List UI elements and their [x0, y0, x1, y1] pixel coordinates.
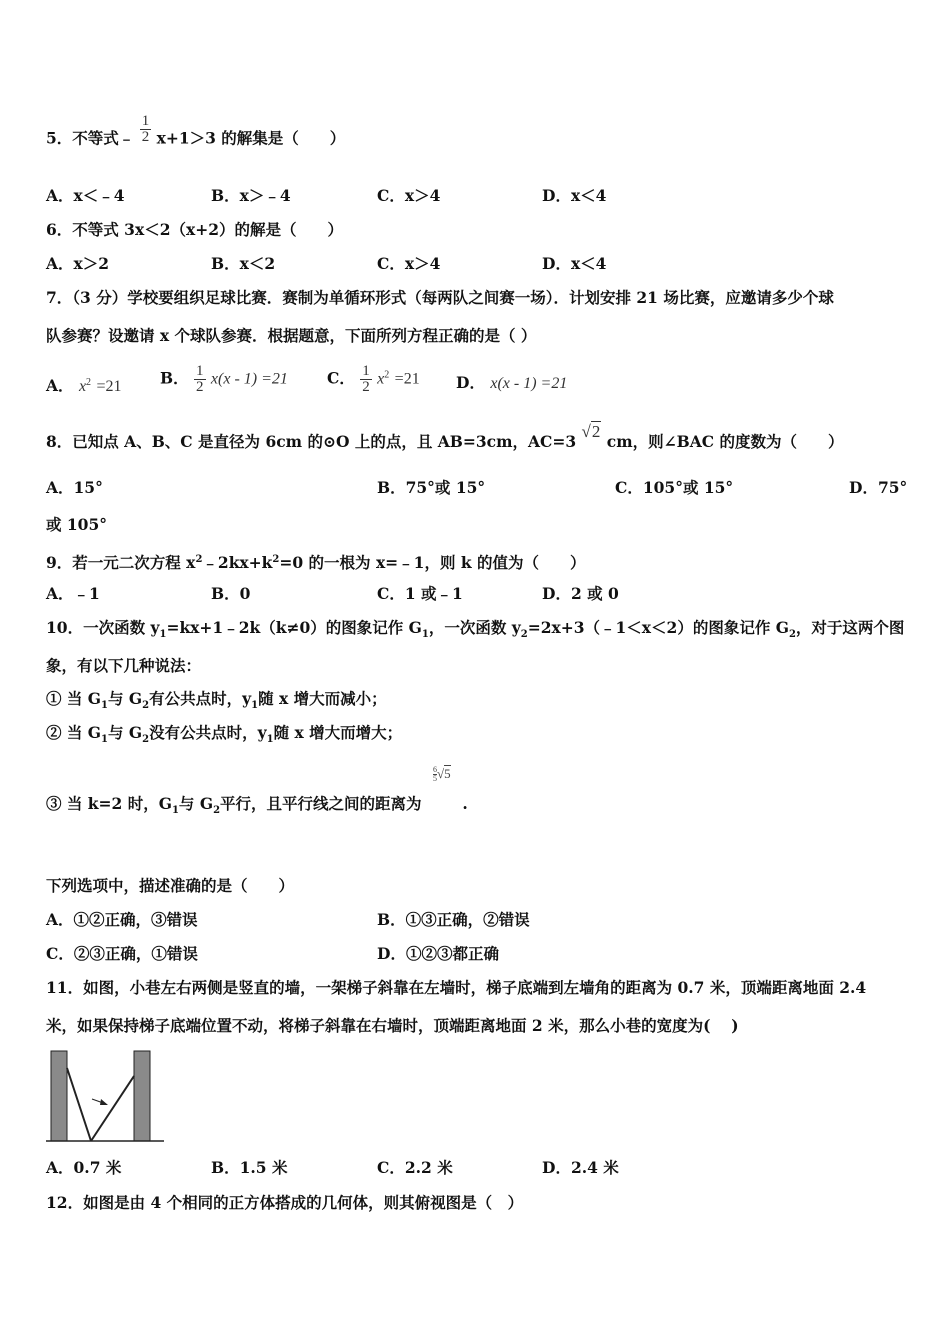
q10-statement-3	[46, 794, 468, 821]
q7-option-a-var: x	[78, 378, 87, 396]
q9-stem	[46, 550, 586, 573]
q10-stem-line2: 象，有以下几种说法：	[46, 656, 202, 675]
q10-s2-s1: 1	[101, 734, 108, 746]
q7-option-b-den: 2	[196, 379, 204, 395]
q8-suffix: cm，则∠BAC 的度数为（ ）	[606, 432, 844, 451]
q10-option-b: B．①③正确，②错误	[377, 910, 530, 929]
q5-option-a: A．x＜﹣4	[46, 186, 125, 205]
q8-option-a: A．15°	[46, 478, 103, 497]
q11-stem-line1: 11．如图，小巷左右两侧是竖直的墙，一架梯子斜靠在左墙时，梯子底端到左墙角的距离为 0.7 米，顶端距离地面 2.4	[46, 978, 867, 997]
q8-radicand: 2	[591, 422, 601, 441]
q7-option-a-rest: =21	[96, 378, 122, 396]
q11-alley-figure	[44, 1048, 168, 1144]
q7-option-b-num: 1	[196, 363, 204, 379]
q5-fraction	[140, 114, 152, 145]
q9-option-a: A．﹣1	[46, 584, 100, 603]
q5-suffix: x+1＞3 的解集是（ ）	[156, 128, 346, 148]
q12-stem: 12．如图是由 4 个相同的正方体搭成的几何体，则其俯视图是（ ）	[46, 1193, 524, 1212]
q7-option-c-fraction	[360, 364, 372, 395]
q10-distance-radicand: 5	[444, 766, 451, 781]
q10-s1-a: ① 当 G	[46, 689, 102, 708]
q10-l1-b: =kx+1﹣2k（k≠0）的图象记作 G	[166, 618, 422, 637]
q10-stem-line1	[46, 618, 904, 645]
ladder-left	[67, 1068, 91, 1141]
q7-option-c-num: 1	[362, 363, 370, 379]
q7-option-b-rest: x(x - 1) =21	[210, 370, 288, 388]
q9-option-c: C．1 或﹣1	[377, 584, 463, 603]
q5-stem	[46, 113, 346, 155]
q10-s1-c: 有公共点时，y	[149, 689, 252, 708]
q10-l1-s1: 1	[159, 629, 167, 641]
q7-stem-line2: 队参赛？设邀请 x 个球队参赛．根据题意，下面所列方程正确的是（ ）	[46, 326, 537, 345]
q11-option-a: A．0.7 米	[46, 1158, 122, 1177]
q5-option-c: C．x＞4	[377, 186, 441, 205]
ladder-right	[91, 1076, 134, 1141]
q10-s2-a: ② 当 G	[46, 723, 102, 742]
q11-option-b: B．1.5 米	[211, 1158, 288, 1177]
q10-s3-b: 与 G	[178, 794, 214, 813]
q9-exp1: 2	[195, 554, 203, 565]
q7-option-d	[456, 373, 567, 394]
q10-l1-s3: 2	[520, 629, 528, 641]
q10-s1-s3: 1	[251, 700, 259, 712]
q7-option-c-label: C．	[327, 368, 355, 388]
q7-option-b	[160, 364, 288, 395]
q7-option-a-label: A．	[46, 376, 74, 396]
q9-exp2: 2	[272, 554, 280, 565]
q7-option-b-fraction	[194, 364, 206, 395]
q9-mid: ﹣2kx+k	[202, 553, 273, 573]
q6-option-c: C．x＞4	[377, 254, 441, 273]
q10-s2-s2: 2	[142, 734, 150, 746]
q10-s3-s2: 2	[213, 805, 221, 817]
right-wall	[134, 1051, 150, 1141]
q8-option-c: C．105°或 15°	[615, 478, 734, 497]
q7-option-c-var: x	[377, 370, 385, 388]
q9-prefix: 9．若一元二次方程 x	[46, 553, 196, 573]
q10-prompt: 下列选项中，描述准确的是（ ）	[46, 876, 295, 895]
q10-l1-a: 10．一次函数 y	[46, 618, 160, 637]
q7-option-c-rest: =21	[394, 370, 420, 388]
q10-l1-c: ，一次函数 y	[428, 618, 521, 637]
q8-option-b: B．75°或 15°	[377, 478, 486, 497]
q10-s1-b: 与 G	[108, 689, 143, 708]
q11-option-c: C．2.2 米	[377, 1158, 453, 1177]
q10-s3-s1: 1	[171, 805, 179, 817]
q7-option-b-label: B．	[160, 368, 189, 388]
q10-option-d: D．①②③都正确	[377, 944, 499, 963]
q10-s1-s1: 1	[101, 700, 108, 712]
q9-option-d: D．2 或 0	[542, 584, 619, 603]
q9-option-b: B．0	[211, 584, 251, 603]
q7-option-c	[327, 364, 420, 395]
q10-option-c: C．②③正确，①错误	[46, 944, 198, 963]
q10-distance-num: 6	[433, 764, 437, 774]
q7-option-d-label: D．	[456, 373, 485, 392]
q11-stem-line2: 米，如果保持梯子底端位置不动，将梯子斜靠在右墙时，顶端距离地面 2 米，那么小巷的宽度为( )	[46, 1016, 739, 1035]
q10-statement-2	[46, 723, 402, 750]
q6-option-b: B．x＜2	[211, 254, 276, 273]
q8-option-d: D．75°	[849, 478, 908, 497]
q10-distance-den: 5	[433, 773, 437, 783]
q8-radical: √2	[581, 422, 601, 441]
left-wall	[51, 1051, 67, 1141]
q5-option-d: D．x＜4	[542, 186, 607, 205]
q10-s3-c: 平行，且平行线之间的距离为	[220, 794, 422, 813]
q10-distance-sqrt: √5	[437, 766, 451, 781]
q5-prefix: 5．不等式﹣	[46, 128, 135, 148]
q10-s2-s3: 1	[266, 734, 274, 746]
q10-l1-s2: 1	[421, 629, 429, 641]
q9-suffix: =0 的一根为 x=﹣1，则 k 的值为（ ）	[279, 553, 586, 573]
q7-option-a	[46, 373, 121, 397]
q6-option-a: A．x＞2	[46, 254, 110, 273]
q5-frac-num: 1	[141, 113, 150, 129]
q10-s1-s2: 2	[142, 700, 150, 712]
q11-option-d: D．2.4 米	[542, 1158, 619, 1177]
q7-option-c-exp: 2	[384, 369, 390, 381]
q7-option-c-den: 2	[362, 379, 370, 395]
q8-stem	[46, 422, 844, 452]
q10-l1-e: ，对于这两个图	[795, 618, 905, 637]
q7-stem-line1: 7．（3 分）学校要组织足球比赛．赛制为单循环形式（每两队之间赛一场）．计划安排 21 场比赛，应邀请多少个球	[46, 288, 834, 307]
q10-distance-expr	[433, 765, 451, 783]
q10-s3-d: .	[462, 794, 468, 813]
q6-option-d: D．x＜4	[542, 254, 607, 273]
q10-statement-1	[46, 689, 387, 716]
q10-s2-c: 没有公共点时，y	[149, 723, 267, 742]
q10-l1-d: =2x+3（﹣1＜x＜2）的图象记作 G	[527, 618, 789, 637]
q10-s2-b: 与 G	[108, 723, 143, 742]
q5-frac-den: 2	[141, 129, 150, 145]
q6-stem: 6．不等式 3x＜2（x+2）的解是（ ）	[46, 220, 344, 239]
q10-option-a: A．①②正确，③错误	[46, 910, 198, 929]
q10-l1-s4: 2	[788, 629, 796, 641]
q7-option-d-rest: x(x - 1) =21	[490, 375, 568, 392]
q10-s2-d: 随 x 增大而增大；	[273, 723, 403, 742]
q5-option-b: B．x＞﹣4	[211, 186, 291, 205]
q7-option-a-exp: 2	[86, 377, 92, 388]
q10-s3-a: ③ 当 k=2 时，G	[46, 794, 172, 813]
q8-prefix: 8．已知点 A、B、C 是直径为 6cm 的⊙O 上的点，且 AB=3cm，AC=3	[46, 432, 577, 451]
arrow-head-icon	[100, 1099, 108, 1105]
q8-option-d-wrap: 或 105°	[46, 515, 108, 534]
q10-s1-d: 随 x 增大而减小；	[258, 689, 387, 708]
